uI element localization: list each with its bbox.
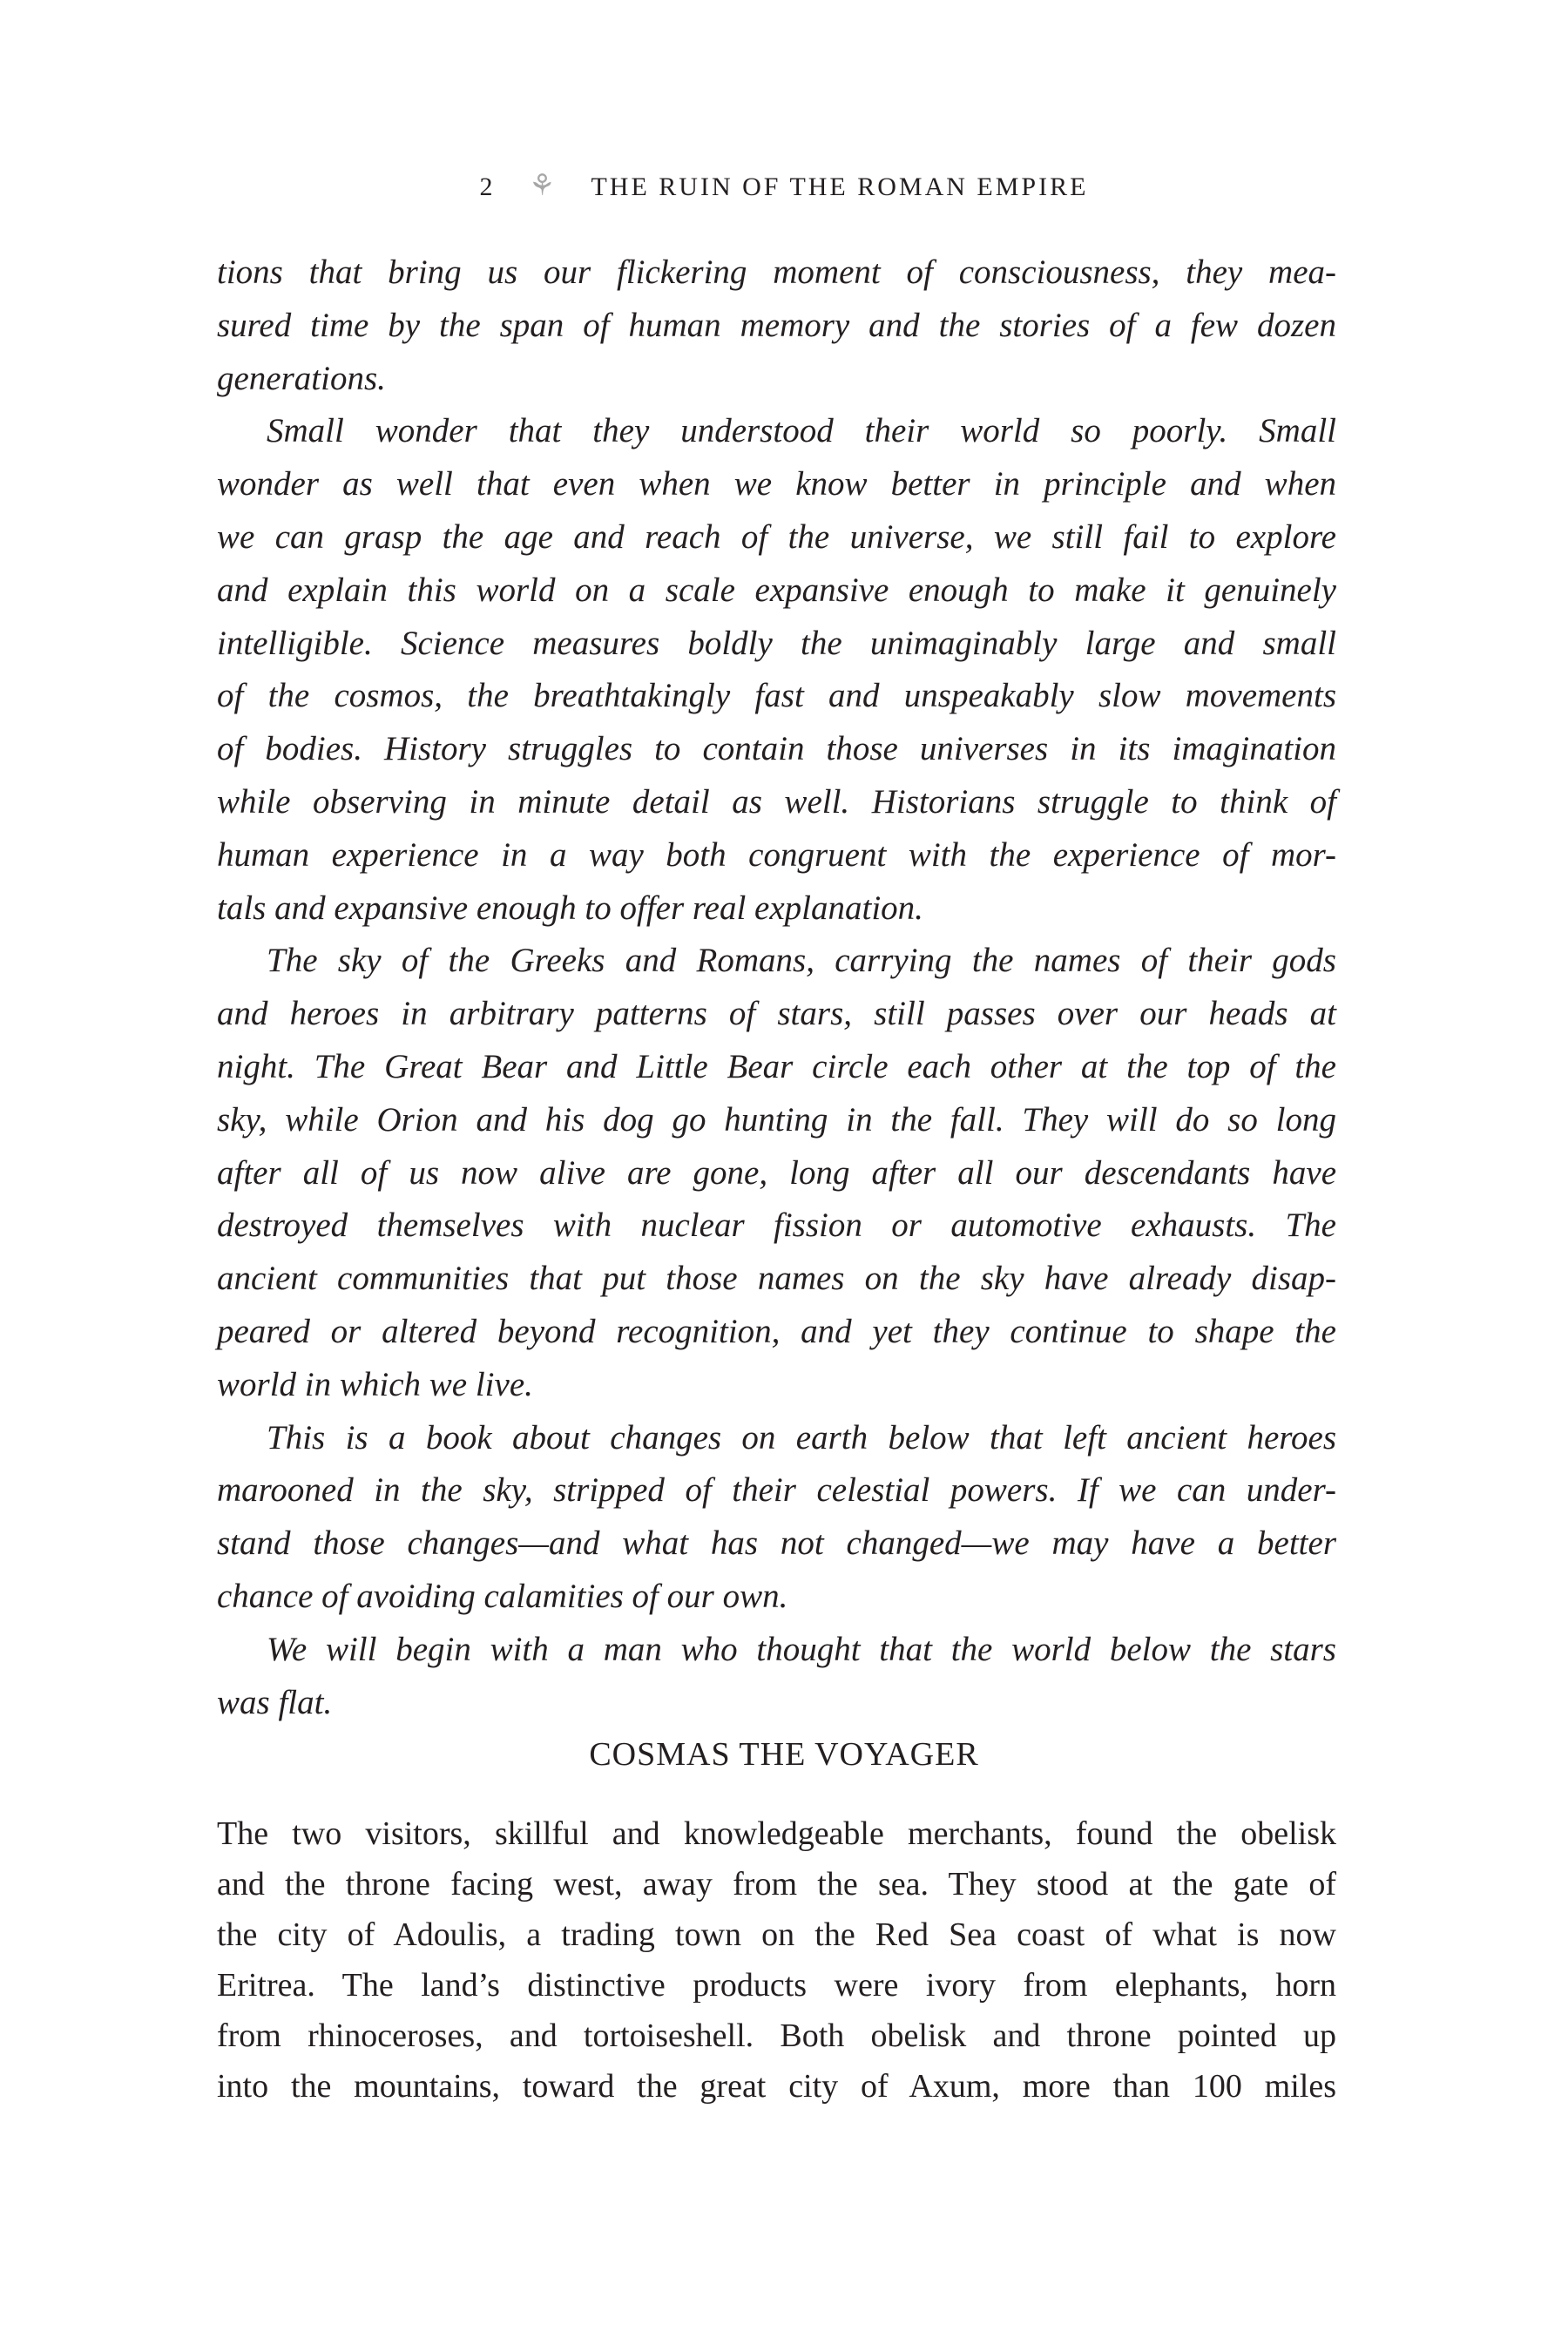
text-line: We will begin with a man who thought that the world below the stars: [267, 1630, 1336, 1668]
paragraph: [217, 1624, 1336, 1730]
text-line: while observing in minute detail as well. Historians struggle to think of: [217, 782, 1336, 821]
section-heading: COSMAS THE VOYAGER: [589, 1736, 979, 1773]
text-line: generations.: [217, 359, 386, 397]
text-line: of the cosmos, the breathtakingly fast and unspeakably slow movements: [217, 677, 1336, 715]
text-line: and explain this world on a scale expansive enough to make it genuinely: [217, 571, 1336, 609]
text-line: tions that bring us our flickering moment of consciousness, they mea-: [217, 253, 1336, 291]
body-text: [217, 1808, 1336, 2112]
text-line: night. The Great Bear and Little Bear circle each other at the top of the: [217, 1047, 1336, 1085]
paragraph: [217, 247, 1336, 405]
text-line: chance of avoiding calamities of our own.: [217, 1577, 788, 1615]
text-line: destroyed themselves with nuclear fission or automotive exhausts. The: [217, 1206, 1336, 1245]
text-line: into the mountains, toward the great city of Axum, more than 100 miles: [217, 2068, 1336, 2105]
text-line: sured time by the span of human memory and the stories of a few dozen: [217, 306, 1336, 344]
text-line: intelligible. Science measures boldly the unimaginably large and small: [217, 624, 1336, 662]
text-line: and the throne facing west, away from the sea. They stood at the gate of: [217, 1866, 1336, 1903]
italic-prologue-text: [217, 247, 1336, 1729]
text-line: peared or altered beyond recognition, and yet they continue to shape the: [217, 1312, 1336, 1350]
text-line: human experience in a way both congruent with the experience of mor-: [217, 835, 1336, 874]
text-line: The two visitors, skillful and knowledgeable merchants, found the obelisk: [217, 1815, 1336, 1852]
running-title: THE RUIN OF THE ROMAN EMPIRE: [591, 172, 1089, 201]
text-line: sky, while Orion and his dog go hunting in the fall. They will do so long: [217, 1100, 1336, 1139]
text-line: world in which we live.: [217, 1365, 533, 1403]
paragraph: [217, 935, 1336, 1411]
text-line: Eritrea. The land’s distinctive products were ivory from elephants, horn: [217, 1967, 1336, 2004]
text-line: marooned in the sky, stripped of their celestial powers. If we can under-: [217, 1471, 1336, 1510]
running-header: [0, 166, 1568, 208]
text-line: ancient communities that put those names on the sky have already disap-: [217, 1260, 1336, 1298]
text-line: we can grasp the age and reach of the universe, we still fail to explore: [217, 517, 1336, 556]
text-line: after all of us now alive are gone, long after all our descendants have: [217, 1153, 1336, 1192]
paragraph: [217, 1808, 1336, 2112]
text-line: This is a book about changes on earth below that left ancient heroes: [267, 1418, 1336, 1456]
text-line: of bodies. History struggles to contain those universes in its imagination: [217, 730, 1336, 768]
text-line: and heroes in arbitrary patterns of stars, still passes over our heads at: [217, 995, 1336, 1033]
page-number: 2: [479, 172, 496, 201]
text-line: the city of Adoulis, a trading town on the Red Sea coast of what is now: [217, 1916, 1336, 1953]
paragraph: [217, 405, 1336, 935]
text-line: tals and expansive enough to offer real explanation.: [217, 889, 923, 927]
text-line: Small wonder that they understood their world so poorly. Small: [267, 412, 1336, 450]
text-line: wonder as well that even when we know better in principle and when: [217, 465, 1336, 504]
text-line: stand those changes—and what has not changed—we may have a better: [217, 1524, 1336, 1563]
text-line: from rhinoceroses, and tortoiseshell. Both obelisk and throne pointed up: [217, 2017, 1336, 2054]
text-line: was flat.: [217, 1683, 333, 1721]
paragraph: [217, 1412, 1336, 1624]
text-line: The sky of the Greeks and Romans, carrying the names of their gods: [267, 942, 1336, 980]
fleuron-ornament-icon: ⚘: [529, 170, 558, 202]
